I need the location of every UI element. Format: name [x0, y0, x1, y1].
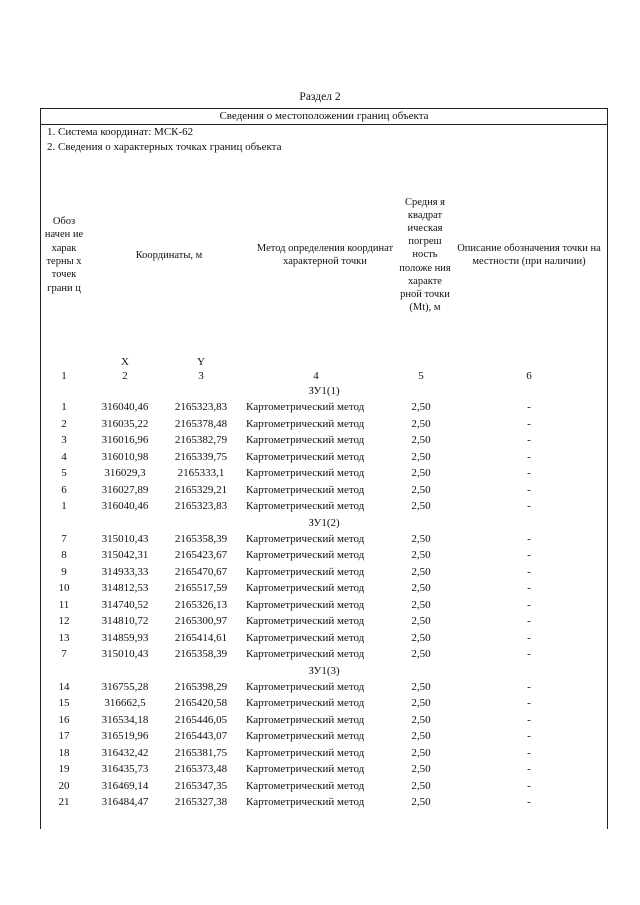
x-coordinate: 316035,22: [101, 417, 149, 430]
description-cell: -: [527, 417, 531, 430]
method-cell: Картометрический метод: [246, 746, 365, 759]
table-row: [41, 778, 607, 795]
point-number: 8: [61, 549, 67, 561]
table-row: [41, 449, 607, 466]
x-coordinate: 316010,98: [101, 450, 149, 463]
xy-subheader: [41, 355, 607, 369]
method-cell: Картометрический метод: [246, 450, 365, 463]
x-coordinate: 314812,53: [101, 582, 149, 594]
description-cell: -: [527, 500, 531, 512]
table-row: [41, 712, 607, 729]
table-row: [41, 564, 607, 581]
error-cell: 2,50: [411, 532, 431, 545]
document-frame: [40, 108, 608, 829]
description-cell: -: [527, 582, 531, 594]
page-heading: Раздел 2: [299, 91, 341, 103]
description-cell: -: [527, 796, 531, 808]
error-cell: 2,50: [411, 483, 431, 496]
description-cell: -: [527, 631, 531, 644]
table-row: [41, 465, 607, 482]
point-number: 1: [61, 500, 67, 512]
error-cell: 2,50: [411, 746, 431, 759]
description-cell: -: [527, 779, 531, 792]
description-cell: -: [527, 434, 531, 446]
x-coordinate: 314740,52: [101, 598, 149, 611]
y-coordinate: 2165358,39: [174, 648, 228, 660]
x-coordinate: 314859,93: [101, 631, 149, 644]
x-coordinate: 316519,96: [101, 730, 149, 742]
method-cell: Картометрический метод: [246, 565, 365, 578]
column-number: 2: [122, 370, 128, 382]
y-coordinate: 2165347,35: [174, 779, 228, 792]
method-cell: Картометрический метод: [246, 434, 365, 446]
y-coordinate: 2165327,38: [174, 796, 228, 808]
method-cell: Картометрический метод: [246, 483, 365, 496]
column-number-row: [41, 369, 607, 383]
description-cell: -: [527, 549, 531, 561]
error-cell: 2,50: [411, 549, 431, 561]
table-row: [41, 416, 607, 433]
y-coordinate: 2165300,97: [174, 615, 228, 627]
y-coordinate: 2165333,1: [177, 467, 225, 479]
column-coords-header: Координаты, м: [135, 249, 203, 261]
method-cell: Картометрический метод: [246, 697, 365, 709]
column-method-header: Метод определения координат характерной точки: [256, 243, 394, 267]
column-number: 5: [418, 370, 424, 382]
y-coordinate: 2165378,48: [174, 417, 228, 430]
table-row: [41, 482, 607, 499]
point-number: 20: [58, 779, 70, 792]
y-coordinate: 2165423,67: [174, 549, 228, 561]
y-coordinate: 2165470,67: [174, 565, 228, 578]
table-row: [41, 728, 607, 745]
y-coordinate: 2165323,83: [174, 401, 228, 413]
description-cell: -: [527, 401, 531, 413]
column-number: 3: [198, 370, 204, 382]
method-cell: Картометрический метод: [246, 467, 365, 479]
y-coordinate: 2165517,59: [174, 582, 228, 594]
method-cell: Картометрический метод: [246, 615, 365, 627]
error-cell: 2,50: [411, 648, 431, 660]
table-row: [41, 695, 607, 712]
error-cell: 2,50: [411, 713, 431, 726]
point-number: 3: [61, 434, 67, 446]
coordinate-system-line: 1. Система координат: МСК-62: [47, 126, 194, 138]
x-coordinate: 316016,96: [101, 434, 149, 446]
y-coordinate: 2165382,79: [174, 434, 228, 446]
method-cell: Картометрический метод: [246, 401, 365, 413]
error-cell: 2,50: [411, 598, 431, 611]
x-coordinate: 316662,5: [104, 697, 146, 709]
table-row: [41, 531, 607, 548]
method-cell: Картометрический метод: [246, 417, 365, 430]
x-coordinate: 316040,46: [101, 500, 149, 512]
column-number: 1: [61, 370, 67, 382]
method-cell: Картометрический метод: [246, 730, 365, 742]
description-cell: -: [527, 483, 531, 496]
table-row: [41, 597, 607, 614]
error-cell: 2,50: [411, 565, 431, 578]
point-number: 19: [58, 763, 70, 775]
point-number: 9: [61, 565, 67, 578]
point-number: 21: [58, 796, 70, 808]
y-coordinate: 2165381,75: [174, 746, 228, 759]
description-cell: -: [527, 697, 531, 709]
table-row: [41, 613, 607, 630]
description-cell: -: [527, 763, 531, 775]
y-coordinate: 2165323,83: [174, 500, 228, 512]
method-cell: Картометрический метод: [246, 779, 365, 792]
description-cell: -: [527, 598, 531, 611]
method-cell: Картометрический метод: [246, 582, 365, 594]
description-cell: -: [527, 746, 531, 759]
column-description-header: Описание обозначения точки на местности (при наличии): [457, 243, 601, 267]
error-cell: 2,50: [411, 763, 431, 775]
group-label: ЗУ1(3): [308, 664, 340, 677]
point-number: 6: [61, 483, 67, 496]
table-row: [41, 498, 607, 515]
error-cell: 2,50: [411, 500, 431, 512]
point-number: 18: [58, 746, 70, 759]
point-number: 7: [61, 532, 67, 545]
table-row: [41, 761, 607, 778]
error-cell: 2,50: [411, 434, 431, 446]
point-number: 2: [61, 417, 67, 430]
point-number: 16: [58, 713, 70, 726]
method-cell: Картометрический метод: [246, 500, 365, 512]
x-subheader: X: [121, 356, 129, 368]
error-cell: 2,50: [411, 697, 431, 709]
table-row: [41, 580, 607, 597]
y-coordinate: 2165358,39: [174, 532, 228, 545]
points-table-body: [41, 383, 607, 811]
error-cell: 2,50: [411, 779, 431, 792]
x-coordinate: 314933,33: [101, 565, 149, 578]
x-coordinate: 315010,43: [101, 532, 149, 545]
point-number: 13: [58, 631, 70, 644]
point-number: 7: [61, 648, 67, 660]
error-cell: 2,50: [411, 582, 431, 594]
section-title: Сведения о местоположении границ объекта: [41, 109, 607, 125]
point-number: 15: [58, 697, 70, 709]
y-subheader: Y: [197, 356, 205, 368]
table-row: [41, 630, 607, 647]
description-cell: -: [527, 565, 531, 578]
method-cell: Картометрический метод: [246, 631, 365, 644]
point-number: 14: [58, 680, 70, 693]
description-cell: -: [527, 450, 531, 463]
group-label: ЗУ1(2): [308, 516, 340, 529]
characteristic-points-line: 2. Сведения о характерных точках границ объекта: [47, 141, 282, 153]
method-cell: Картометрический метод: [246, 680, 365, 693]
point-number: 4: [61, 450, 67, 463]
description-cell: -: [527, 615, 531, 627]
method-cell: Картометрический метод: [246, 763, 365, 775]
group-label: ЗУ1(1): [308, 385, 340, 397]
x-coordinate: 316040,46: [101, 401, 149, 413]
description-cell: -: [527, 467, 531, 479]
table-row: [41, 745, 607, 762]
method-cell: Картометрический метод: [246, 549, 365, 561]
column-header-table: [41, 155, 607, 355]
error-cell: 2,50: [411, 615, 431, 627]
table-row: [41, 432, 607, 449]
table-row: [41, 547, 607, 564]
y-coordinate: 2165414,61: [174, 631, 228, 644]
table-row: [41, 646, 607, 663]
y-coordinate: 2165329,21: [174, 483, 228, 496]
description-cell: -: [527, 730, 531, 742]
x-coordinate: 316029,3: [104, 467, 146, 479]
error-cell: 2,50: [411, 631, 431, 644]
method-cell: Картометрический метод: [246, 532, 365, 545]
point-number: 11: [58, 598, 70, 611]
y-coordinate: 2165446,05: [174, 713, 228, 726]
column-error-header: Средня я квадрат ическая погреш ность положе ния характе рной точки (Mt), м: [399, 196, 451, 314]
error-cell: 2,50: [411, 680, 431, 693]
column-name-header: Обоз начен ие харак терны х точек грани ц: [44, 216, 84, 294]
x-coordinate: 316432,42: [101, 746, 149, 759]
point-number: 5: [61, 467, 67, 479]
y-coordinate: 2165373,48: [174, 763, 228, 775]
x-coordinate: 316469,14: [101, 779, 149, 792]
error-cell: 2,50: [411, 796, 431, 808]
method-cell: Картометрический метод: [246, 796, 365, 808]
description-cell: -: [527, 648, 531, 660]
table-row: [41, 794, 607, 811]
x-coordinate: 316435,73: [101, 763, 149, 775]
x-coordinate: 316534,18: [101, 713, 149, 726]
y-coordinate: 2165443,07: [174, 730, 228, 742]
point-number: 1: [61, 401, 67, 413]
error-cell: 2,50: [411, 417, 431, 430]
x-coordinate: 316027,89: [101, 483, 149, 496]
column-number: 6: [526, 370, 532, 382]
point-number: 10: [58, 582, 70, 594]
description-cell: -: [527, 680, 531, 693]
method-cell: Картометрический метод: [246, 598, 365, 611]
y-coordinate: 2165420,58: [174, 697, 228, 709]
point-number: 12: [58, 615, 70, 627]
x-coordinate: 314810,72: [101, 615, 149, 627]
y-coordinate: 2165326,13: [174, 598, 228, 611]
description-cell: -: [527, 713, 531, 726]
description-cell: -: [527, 532, 531, 545]
method-cell: Картометрический метод: [246, 648, 365, 660]
error-cell: 2,50: [411, 450, 431, 463]
x-coordinate: 315010,43: [101, 648, 149, 660]
error-cell: 2,50: [411, 401, 431, 413]
x-coordinate: 316484,47: [101, 796, 149, 808]
x-coordinate: 316755,28: [101, 680, 149, 693]
column-number: 4: [313, 370, 319, 382]
point-number: 17: [58, 730, 70, 742]
y-coordinate: 2165339,75: [174, 450, 228, 463]
error-cell: 2,50: [411, 467, 431, 479]
y-coordinate: 2165398,29: [174, 680, 228, 693]
x-coordinate: 315042,31: [101, 549, 149, 561]
error-cell: 2,50: [411, 730, 431, 742]
table-row: [41, 399, 607, 416]
table-row: [41, 679, 607, 696]
method-cell: Картометрический метод: [246, 713, 365, 726]
